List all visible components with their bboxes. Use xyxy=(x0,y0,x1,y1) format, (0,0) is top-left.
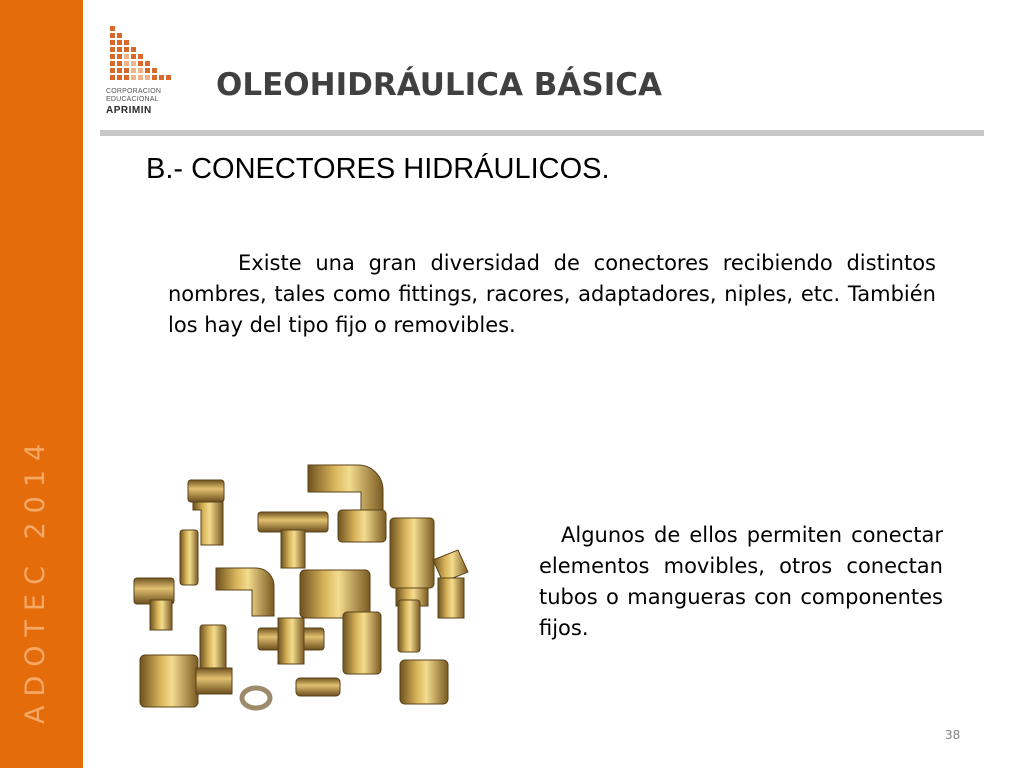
logo-text-line1: CORPORACION xyxy=(106,88,162,95)
logo-text-line2: EDUCACIONAL xyxy=(106,96,159,103)
sidebar-vertical-label: ADOTEC 2014 xyxy=(20,434,51,724)
logo-brand-name: APRIMIN xyxy=(106,105,152,116)
detail-paragraph: Algunos de ellos permiten conectar elementos movibles, otros conectan tubos o mangueras con componentes fijos. xyxy=(539,523,943,640)
page-number: 38 xyxy=(945,728,961,742)
header-divider xyxy=(100,130,984,136)
company-logo xyxy=(106,24,176,118)
intro-paragraph: Existe una gran diversidad de conectores recibiendo distintos nombres, tales como fittings, racores, adaptadores, niples, etc. También los hay del tipo fijo o removibles. xyxy=(168,251,936,337)
sidebar-band xyxy=(0,0,83,768)
section-title: B.- CONECTORES HIDRÁULICOS. xyxy=(146,153,610,185)
page-title: OLEOHIDRÁULICA BÁSICA xyxy=(216,67,662,103)
hydraulic-fittings-photo xyxy=(128,450,488,730)
logo-mark-icon xyxy=(106,24,176,88)
